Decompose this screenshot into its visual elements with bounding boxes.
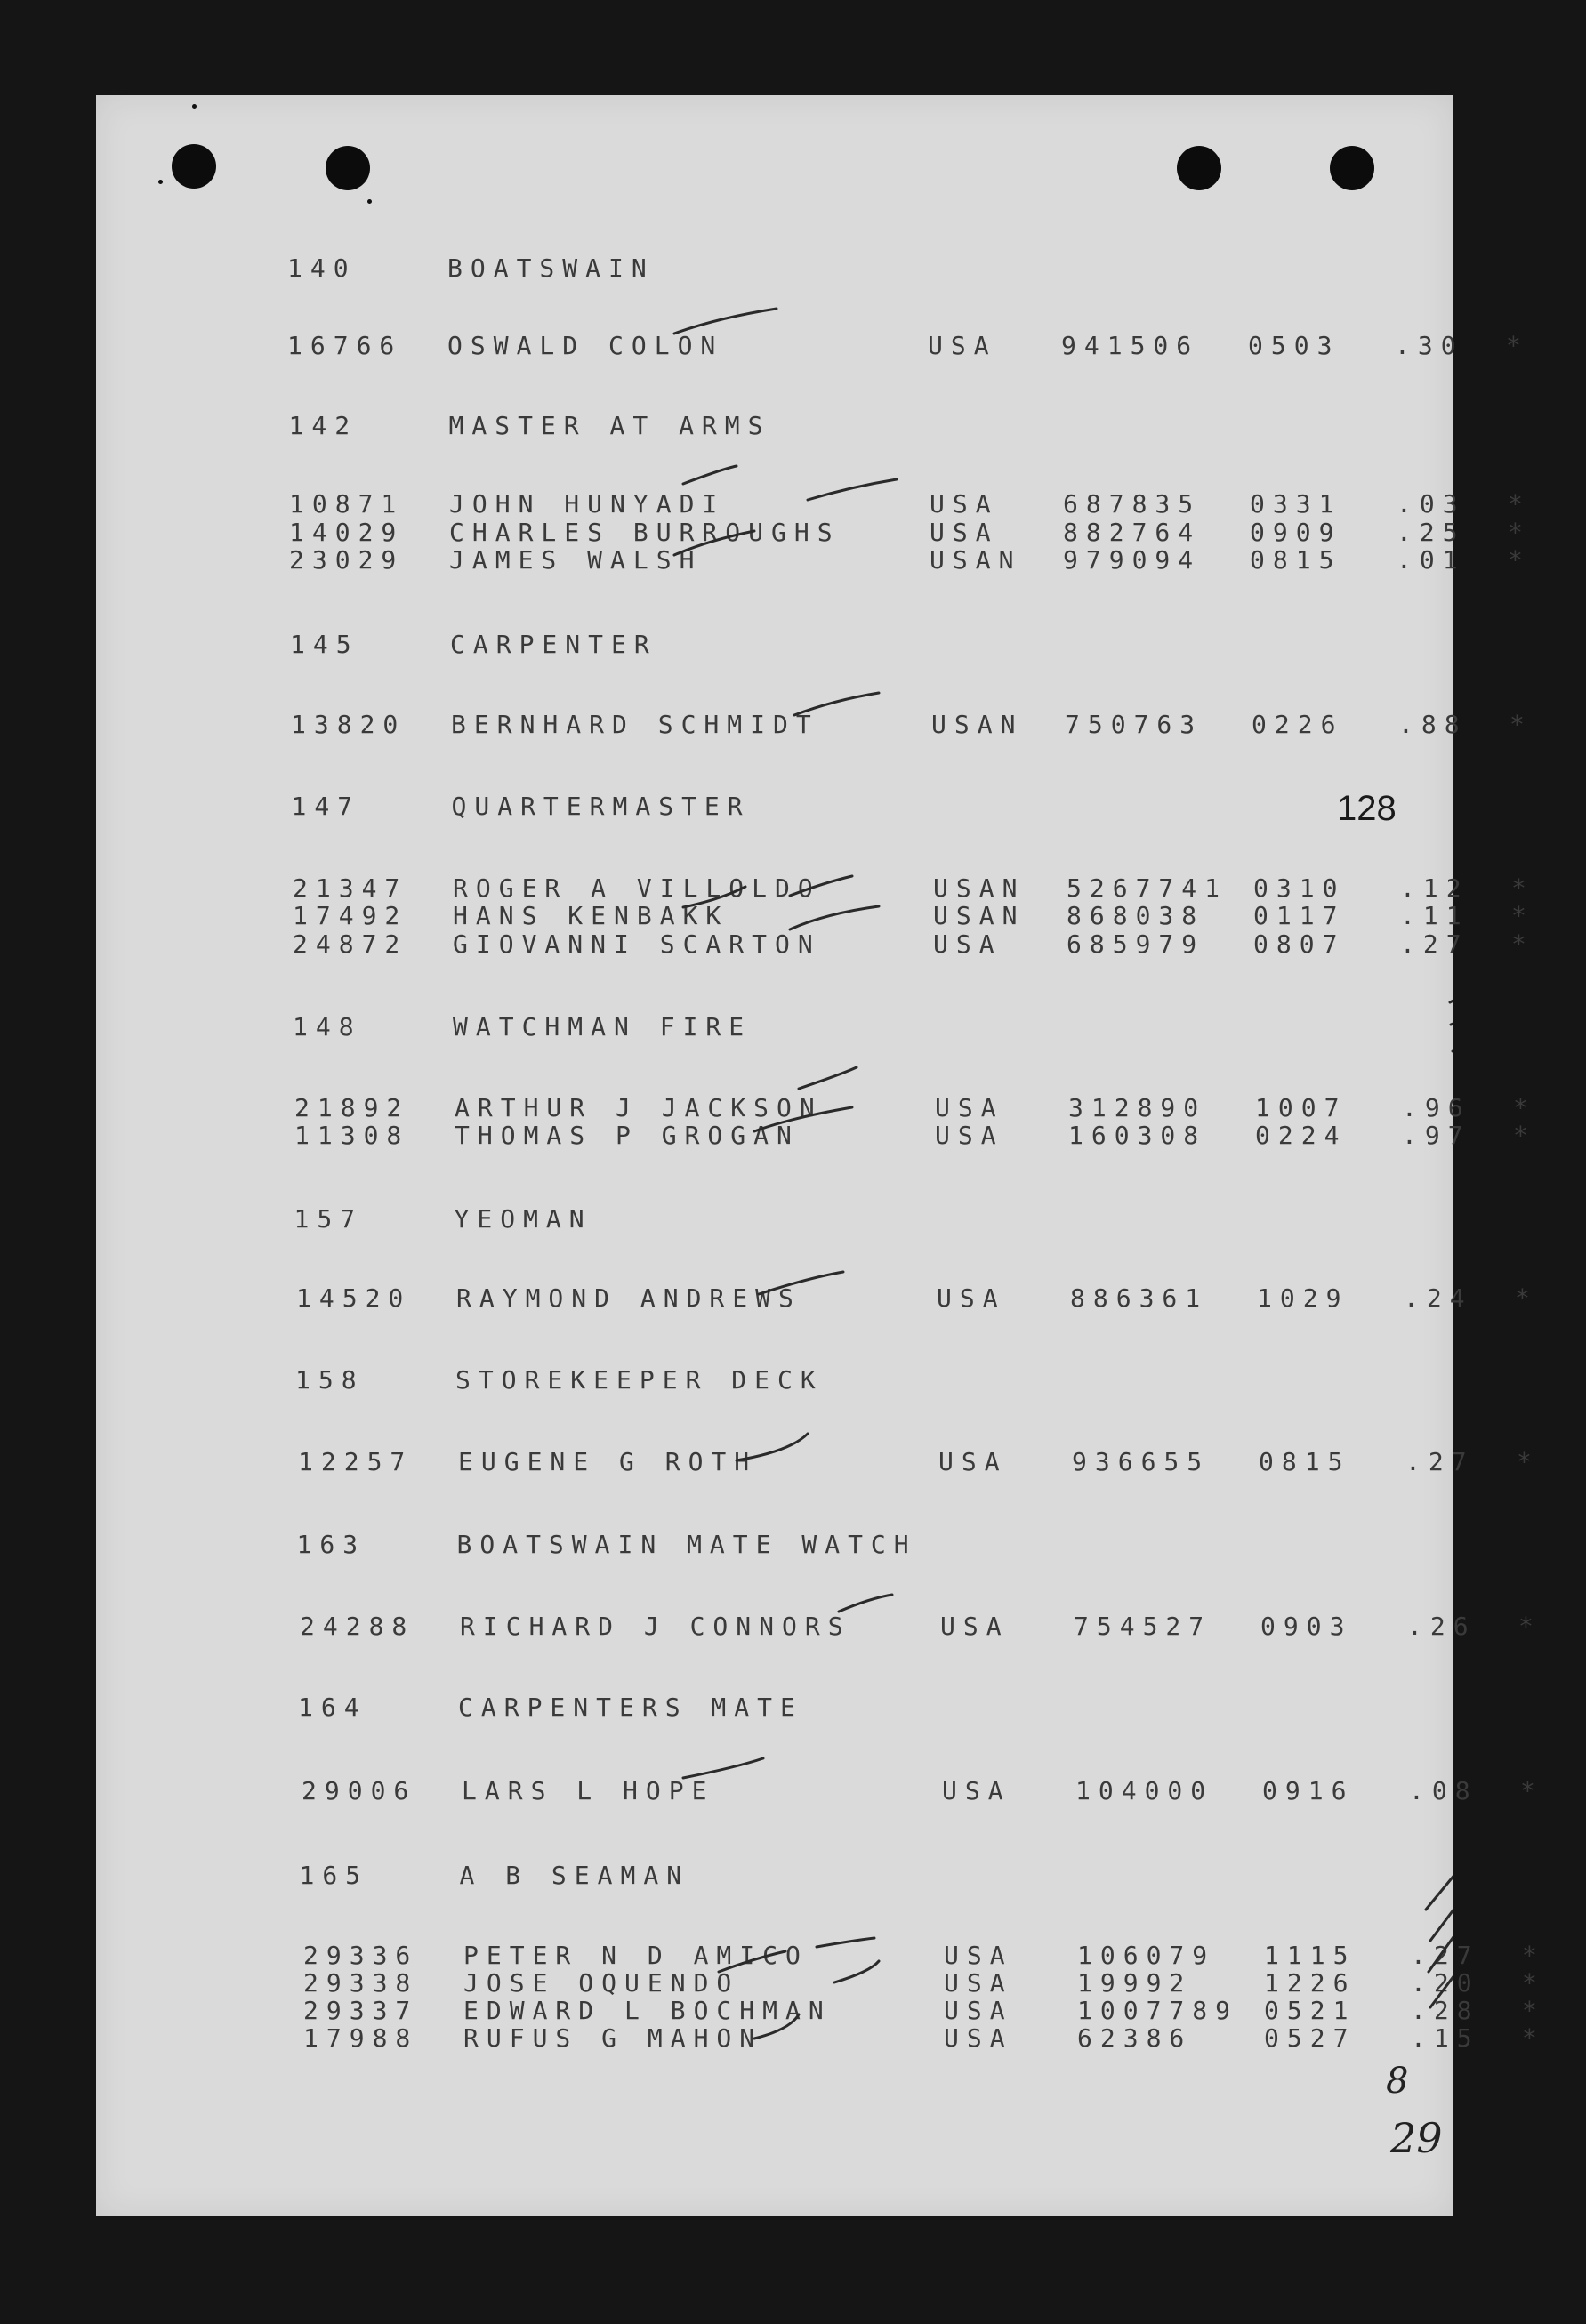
rate-value: .12 (1400, 873, 1469, 903)
reference-number: 979094 (1063, 545, 1202, 575)
crew-name: GIOVANNI SCARTON (453, 929, 821, 959)
nationality: USA (944, 1941, 1013, 1970)
category-title: STOREKEEPER DECK (455, 1365, 824, 1395)
asterisk-mark: * (1510, 710, 1533, 739)
rate-value: .88 (1398, 710, 1468, 739)
nationality: USA (938, 1447, 1008, 1476)
rate-value: .20 (1411, 1968, 1480, 1998)
asterisk-mark: * (1522, 1996, 1545, 2025)
category-title: A B SEAMAN (459, 1861, 690, 1890)
crew-listing (96, 95, 1545, 2216)
reference-number: 19992 (1077, 1968, 1193, 1998)
category-code: 142 (288, 411, 358, 440)
nationality: USA (930, 489, 999, 519)
date-code: 0117 (1253, 901, 1346, 930)
crew-name: CHARLES BURROUGHS (449, 518, 841, 547)
reference-number: 750763 (1065, 710, 1204, 739)
rate-value: .96 (1402, 1093, 1471, 1122)
rate-value: .08 (1409, 1776, 1478, 1805)
document-page (96, 95, 1545, 2216)
crew-name: JAMES WALSH (449, 545, 703, 575)
crew-number: 29006 (302, 1776, 417, 1805)
category-code: 148 (293, 1012, 362, 1041)
reference-number: 62386 (1077, 2023, 1193, 2053)
nationality: USA (933, 929, 1002, 959)
crew-number: 24872 (293, 929, 408, 959)
nationality: USA (940, 1612, 1010, 1641)
category-title: YEOMAN (454, 1204, 592, 1234)
date-code: 1115 (1264, 1941, 1357, 1970)
nationality: USAN (933, 901, 1026, 930)
rate-value: .27 (1405, 1447, 1475, 1476)
reference-number: 936655 (1072, 1447, 1211, 1476)
crew-number: 23029 (289, 545, 405, 575)
category-code: 157 (294, 1204, 364, 1234)
crew-number: 29338 (303, 1968, 419, 1998)
rate-value: .15 (1411, 2023, 1480, 2053)
asterisk-mark: * (1515, 1283, 1538, 1313)
reference-number: 886361 (1070, 1283, 1209, 1313)
crew-number: 16766 (287, 331, 403, 360)
date-code: 0527 (1264, 2023, 1357, 2053)
nationality: USA (937, 1283, 1006, 1313)
crew-name: RICHARD J CONNORS (460, 1612, 851, 1641)
rate-value: .97 (1402, 1121, 1471, 1150)
crew-name: EDWARD L BOCHMAN (463, 1996, 832, 2025)
crew-name: BERNHARD SCHMIDT (451, 710, 819, 739)
crew-name: RAYMOND ANDREWS (456, 1283, 801, 1313)
date-code: 0503 (1248, 331, 1340, 360)
asterisk-mark: * (1511, 873, 1534, 903)
crew-number: 10871 (289, 489, 405, 519)
crew-name: JOSE OQUENDO (463, 1968, 740, 1998)
rate-value: .24 (1404, 1283, 1473, 1313)
rate-value: .03 (1397, 489, 1466, 519)
reference-number: 882764 (1063, 518, 1202, 547)
reference-number: 5267741 (1067, 873, 1228, 903)
handwritten-note: 8 (1386, 2061, 1409, 2102)
crew-number: 24288 (300, 1612, 415, 1641)
date-code: 0815 (1259, 1447, 1351, 1476)
category-code: 163 (296, 1530, 366, 1559)
date-code: 1029 (1257, 1283, 1349, 1313)
nationality: USA (944, 1996, 1013, 2025)
date-code: 0224 (1255, 1121, 1348, 1150)
date-code: 0807 (1253, 929, 1346, 959)
category-title: BOATSWAIN (447, 253, 655, 283)
date-code: 0331 (1250, 489, 1342, 519)
crew-name: PETER N D AMICO (463, 1941, 809, 1970)
crew-number: 11308 (294, 1121, 410, 1150)
rate-value: .26 (1407, 1612, 1477, 1641)
date-code: 0521 (1264, 1996, 1357, 2025)
crew-number: 17492 (293, 901, 408, 930)
rate-value: .28 (1411, 1996, 1480, 2025)
category-code: 147 (291, 792, 361, 821)
asterisk-mark: * (1508, 545, 1531, 575)
handwritten-note: 29 (1390, 2114, 1443, 2162)
crew-name: RUFUS G MAHON (463, 2023, 763, 2053)
rate-value: .01 (1397, 545, 1466, 575)
nationality: USAN (931, 710, 1024, 739)
rate-value: .25 (1397, 518, 1466, 547)
reference-number: 685979 (1067, 929, 1205, 959)
reference-number: 754527 (1074, 1612, 1212, 1641)
date-code: 1226 (1264, 1968, 1357, 1998)
category-code: 145 (290, 630, 359, 659)
crew-name: ARTHUR J JACKSON (455, 1093, 823, 1122)
asterisk-mark: * (1522, 1968, 1545, 1998)
asterisk-mark: * (1513, 1121, 1536, 1150)
nationality: USA (942, 1776, 1011, 1805)
asterisk-mark: * (1522, 1941, 1545, 1970)
crew-number: 17988 (303, 2023, 419, 2053)
category-code: 140 (287, 253, 357, 283)
reference-number: 687835 (1063, 489, 1202, 519)
crew-number: 21892 (294, 1093, 410, 1122)
reference-number: 106079 (1077, 1941, 1216, 1970)
asterisk-mark: * (1511, 901, 1534, 930)
crew-name: EUGENE G ROTH (458, 1447, 758, 1476)
reference-number: 868038 (1067, 901, 1205, 930)
crew-name: JOHN HUNYADI (449, 489, 726, 519)
crew-number: 12257 (298, 1447, 414, 1476)
crew-name: LARS L HOPE (462, 1776, 715, 1805)
date-code: 0903 (1260, 1612, 1353, 1641)
nationality: USAN (930, 545, 1022, 575)
nationality: USA (930, 518, 999, 547)
crew-name: ROGER A VILLOLDO (453, 873, 821, 903)
asterisk-mark: * (1508, 518, 1531, 547)
nationality: USA (944, 2023, 1013, 2053)
nationality: USA (944, 1968, 1013, 1998)
reference-number: 1007789 (1077, 1996, 1239, 2025)
asterisk-mark: * (1522, 2023, 1545, 2053)
category-title: CARPENTERS MATE (458, 1693, 803, 1722)
category-code: 165 (299, 1861, 369, 1890)
crew-number: 13820 (291, 710, 407, 739)
asterisk-mark: * (1517, 1447, 1540, 1476)
nationality: USA (935, 1093, 1004, 1122)
crew-number: 29336 (303, 1941, 419, 1970)
category-title: QUARTERMASTER (451, 792, 751, 821)
crew-number: 14029 (289, 518, 405, 547)
asterisk-mark: * (1508, 489, 1531, 519)
date-code: 0916 (1262, 1776, 1355, 1805)
crew-name: OSWALD COLON (447, 331, 724, 360)
crew-name: HANS KENBAKK (453, 901, 729, 930)
nationality: USA (935, 1121, 1004, 1150)
rate-value: .27 (1411, 1941, 1480, 1970)
asterisk-mark: * (1506, 331, 1529, 360)
nationality: USA (928, 331, 997, 360)
crew-number: 14520 (296, 1283, 412, 1313)
crew-number: 21347 (293, 873, 408, 903)
crew-name: THOMAS P GROGAN (455, 1121, 800, 1150)
date-code: 0909 (1250, 518, 1342, 547)
reference-number: 941506 (1061, 331, 1200, 360)
date-code: 0310 (1253, 873, 1346, 903)
date-code: 0226 (1252, 710, 1344, 739)
reference-number: 104000 (1075, 1776, 1214, 1805)
rate-value: .30 (1395, 331, 1464, 360)
category-title: BOATSWAIN MATE WATCH (456, 1530, 917, 1559)
reference-number: 160308 (1068, 1121, 1207, 1150)
rate-value: .11 (1400, 901, 1469, 930)
reference-number: 312890 (1068, 1093, 1207, 1122)
asterisk-mark: * (1520, 1776, 1543, 1805)
asterisk-mark: * (1511, 929, 1534, 959)
nationality: USAN (933, 873, 1026, 903)
page-number: 128 (1337, 789, 1397, 828)
asterisk-mark: * (1513, 1093, 1536, 1122)
asterisk-mark: * (1518, 1612, 1542, 1641)
category-title: CARPENTER (450, 630, 657, 659)
category-code: 158 (295, 1365, 365, 1395)
date-code: 0815 (1250, 545, 1342, 575)
category-code: 164 (298, 1693, 367, 1722)
crew-number: 29337 (303, 1996, 419, 2025)
date-code: 1007 (1255, 1093, 1348, 1122)
rate-value: .27 (1400, 929, 1469, 959)
category-title: MASTER AT ARMS (448, 411, 771, 440)
category-title: WATCHMAN FIRE (453, 1012, 753, 1041)
